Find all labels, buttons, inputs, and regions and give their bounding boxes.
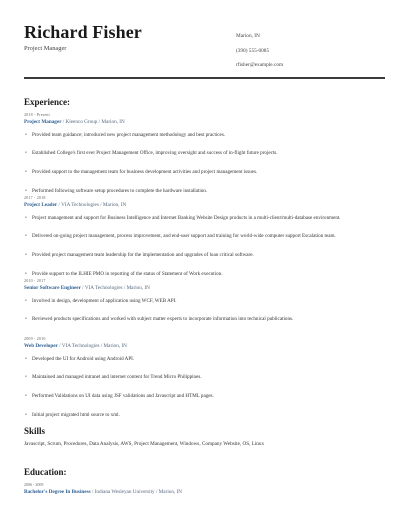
job-entry [24, 278, 386, 323]
candidate-title: Project Manager [24, 45, 67, 52]
skills-list: Javascript, Scrum, Procedures, Data Analysis, AWS, Project Management, Windows, Company Website, OS, Linux [24, 441, 265, 447]
job-org: / VIA Technologies / Marion, IN [80, 284, 150, 291]
education-degree: Bachelor's Degree In Business [24, 489, 91, 495]
job-bullets [24, 356, 386, 419]
job-bullet: • Involved in design, development of application using WCF, WEB API. [24, 298, 386, 304]
job-bullets [24, 132, 386, 195]
job-entry [24, 336, 386, 418]
job-bullet: • Performed Validations on UI data using JSF validations and Javascript and HTML pages. [24, 393, 386, 399]
candidate-name: Richard Fisher [24, 22, 142, 42]
job-bullet: • Project management and support for Business Intelligence and Internet Banking Website Design products in a multi-client/multi-database environment. [24, 215, 386, 221]
job-role-line [24, 202, 386, 208]
job-bullet: • Delivered on-going project management, process improvement, and end-user support and training for world-wide computer support Escalation team. [24, 233, 386, 239]
job-role-line [24, 119, 386, 125]
job-bullets [24, 298, 386, 323]
job-bullet: • Initial project migrated html source to xml. [24, 412, 386, 418]
job-org: / VIA Technologies / Marion, IN [57, 342, 127, 349]
job-bullet: • Maintained and managed intranet and internet content for Trend Micro Philippines. [24, 374, 386, 380]
job-role: Senior Software Engineer [24, 284, 81, 291]
job-bullet: • Performed following software setup procedures to complete the hardware installation. [24, 188, 386, 194]
job-entry [24, 112, 386, 194]
job-org: / VIA Technologies / Marion, IN [57, 201, 127, 208]
job-role: Web Developer [24, 342, 58, 349]
job-bullet: • Provided project management team leadership for the implementation and upgrades of loan critical software. [24, 252, 386, 258]
job-bullet: • Provide support to the ILHIE PMO in reporting of the status of Statement of Work execution. [24, 271, 386, 277]
job-role: Project Leader [24, 201, 58, 208]
contact-email[interactable]: rfisher@example.com [236, 62, 284, 68]
experience-heading: Experience: [24, 97, 70, 107]
job-org: / Kleenco Group / Marion, IN [61, 118, 125, 125]
education-line [24, 489, 182, 495]
job-bullet: • Provided team guidance; introduced new project management methodology and best practices. [24, 132, 386, 138]
job-dates: 2010 - 2017 [24, 278, 46, 283]
job-bullet: • Developed the UI for Android using Android API. [24, 356, 386, 362]
job-dates: 2009 - 2010 [24, 336, 46, 341]
education-dates: 2006 - 2009 [24, 482, 44, 487]
job-dates: 2017 - 2018 [24, 195, 46, 200]
job-role: Project Manager [24, 118, 62, 125]
education-heading: Education: [24, 467, 67, 477]
job-bullets [24, 215, 386, 278]
job-entry [24, 195, 386, 277]
contact-block [236, 29, 283, 73]
job-bullet: • Established College's first ever Project Management Office, improving oversight and success of in-flight future projects. [24, 150, 386, 156]
skills-heading: Skills [24, 426, 46, 436]
job-role-line [24, 343, 386, 349]
contact-location: Marion, IN [236, 33, 260, 39]
job-bullet: • Provided support to the management team for business development activities and project management issues. [24, 169, 386, 175]
job-role-line [24, 285, 386, 291]
job-bullet: • Reviewed products specifications and worked with subject matter experts to incorporate information into technical publications. [24, 316, 386, 322]
header-divider [24, 77, 385, 79]
education-school: / Indiana Wesleyan University / Marion, IN [91, 489, 183, 495]
job-dates: 2018 - Present [24, 112, 50, 117]
contact-phone: (390) 555-0085 [236, 47, 270, 54]
